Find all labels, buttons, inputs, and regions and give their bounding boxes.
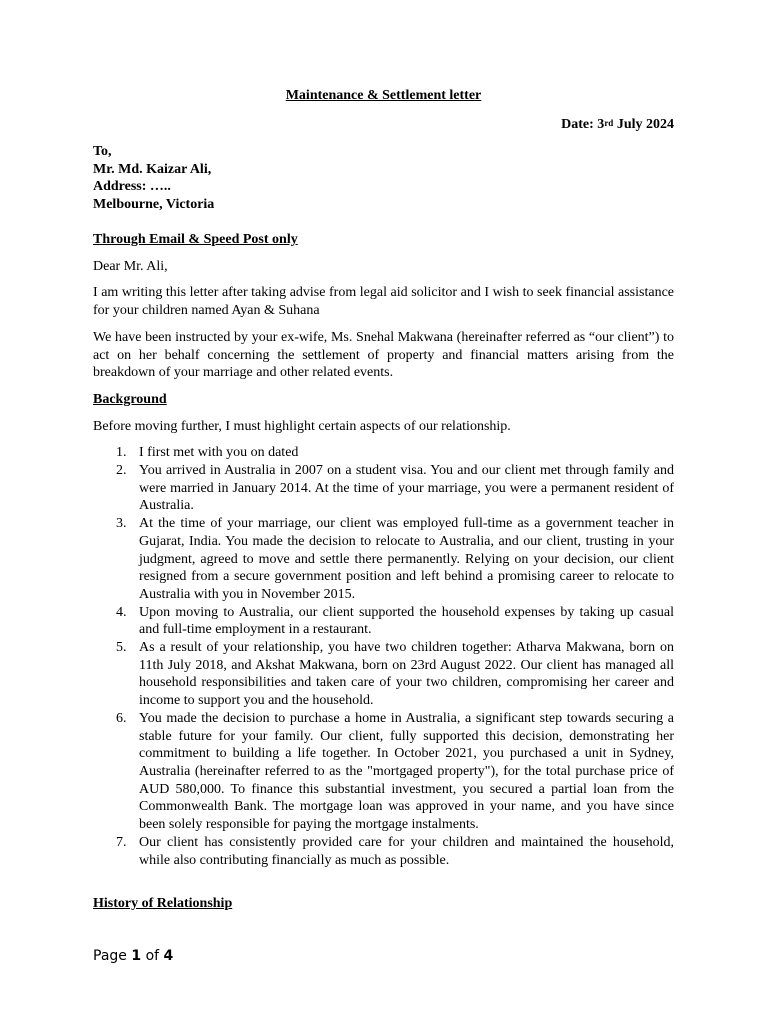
background-intro: Before moving further, I must highlight certain aspects of our relationship. bbox=[93, 418, 511, 434]
list-item bbox=[93, 639, 674, 710]
background-list bbox=[93, 444, 674, 869]
list-item-number: 3. bbox=[116, 516, 127, 532]
delivery-note: Through Email & Speed Post only bbox=[93, 232, 298, 247]
list-item-number: 6. bbox=[116, 710, 127, 726]
footer-of-word: of bbox=[145, 948, 160, 964]
salutation: Dear Mr. Ali, bbox=[93, 258, 168, 274]
letter-title: Maintenance & Settlement letter bbox=[285, 88, 482, 103]
list-item-text: Our client has consistently provided care for your children and maintained the household, while also contributing financially as much as possible. bbox=[139, 834, 674, 868]
list-item-text: Upon moving to Australia, our client supported the household expenses by taking up casual and full-time employment in a restaurant. bbox=[139, 604, 674, 638]
list-item-text: At the time of your marriage, our client was employed full-time as a government teacher in Gujarat, India. You made the decision to relocate to Australia, and our client, trusting in your judgment, agreed to move and settle there permanently. Relying on your decision, our client resigned from a secure government position and left behind a promising career to relocate to Australia with you in November 2015. bbox=[139, 516, 674, 602]
footer-page-word: Page bbox=[93, 948, 127, 964]
instruction-paragraph: We have been instructed by your ex-wife, Ms. Snehal Makwana (hereinafter referred as “our client”) to act on her behalf concerning the settlement of property and financial matters arising from the breakdown of your marriage and other related events. bbox=[93, 329, 674, 381]
footer-current-page: 1 bbox=[131, 948, 142, 964]
list-item bbox=[93, 710, 674, 834]
date-ordinal-suffix: rd bbox=[604, 118, 614, 128]
list-item bbox=[93, 515, 674, 604]
letter-date bbox=[93, 116, 674, 134]
list-item-number: 1. bbox=[116, 445, 127, 461]
address-to: To, bbox=[93, 144, 112, 159]
page-footer bbox=[93, 946, 173, 966]
list-item-number: 7. bbox=[116, 834, 127, 850]
list-item-number: 2. bbox=[116, 463, 127, 479]
recipient-city: Melbourne, Victoria bbox=[93, 196, 215, 212]
footer-total-pages: 4 bbox=[163, 948, 174, 964]
list-item-text: You arrived in Australia in 2007 on a student visa. You and our client met through family and were married in January 2014. At the time of your marriage, you were a permanent resident of Australia. bbox=[139, 463, 674, 514]
list-item-number: 4. bbox=[116, 604, 127, 620]
list-item bbox=[93, 462, 674, 515]
list-item-text: You made the decision to purchase a home in Australia, a significant step towards securing a stable future for your family. Our client, fully supported this decision, demonstrating her commitment to building a life together. In October 2021, you purchased a unit in Sydney, Australia (hereinafter referred to as the "mortgaged property"), for the total purchase price of AUD 580,000. To finance this substantial investment, you secured a partial loan from the Commonwealth Bank. The mortgage loan was approved in your name, and you have since been solely responsible for paying the mortgage instalments. bbox=[139, 710, 674, 833]
list-item bbox=[93, 604, 674, 639]
intro-paragraph: I am writing this letter after taking advise from legal aid solicitor and I wish to seek financial assistance for your children named Ayan & Suhana bbox=[93, 285, 674, 319]
date-rest: July 2024 bbox=[613, 117, 674, 132]
list-item-text: As a result of your relationship, you have two children together: Atharva Makwana, born on 11th July 2018, and Akshat Makwana, born on 23rd August 2022. Our client has managed all household responsibilities and taken care of your two children, compromising her career and income to support you and the household. bbox=[139, 640, 674, 709]
list-item bbox=[93, 834, 674, 869]
recipient-street: Address: ….. bbox=[93, 179, 171, 194]
list-item-text: I first met with you on dated bbox=[139, 445, 299, 461]
recipient-name: Mr. Md. Kaizar Ali, bbox=[93, 161, 212, 177]
recipient-address bbox=[93, 143, 674, 213]
list-item bbox=[93, 444, 674, 462]
history-heading: History of Relationship bbox=[93, 896, 233, 912]
background-heading: Background bbox=[93, 391, 167, 407]
list-item-number: 5. bbox=[116, 640, 127, 656]
letter-body bbox=[93, 86, 674, 922]
date-prefix: Date: 3 bbox=[561, 117, 605, 132]
